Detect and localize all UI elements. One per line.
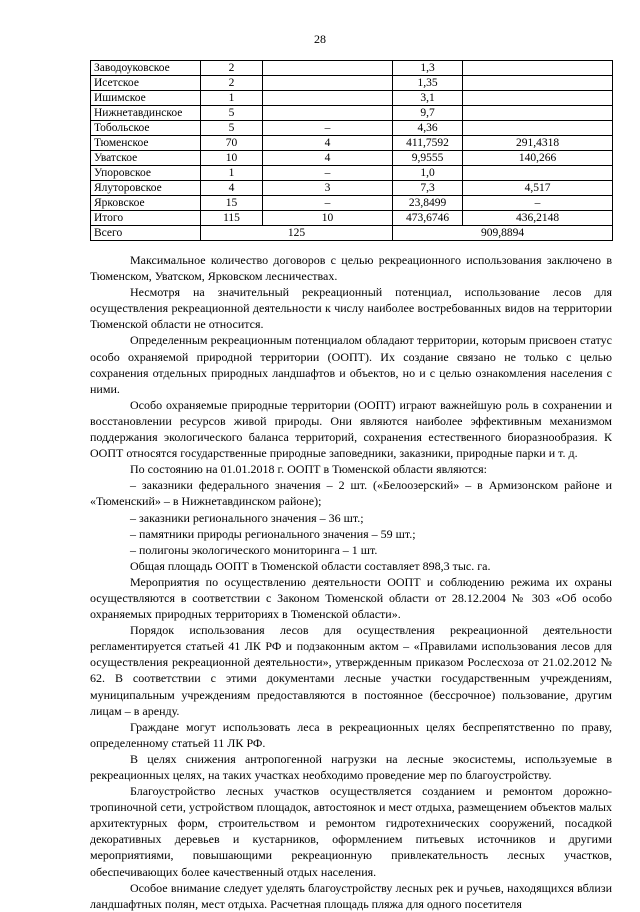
paragraph: По состоянию на 01.01.2018 г. ООПТ в Тюменской области являются: xyxy=(130,462,487,477)
contracts-count-2-cell xyxy=(263,91,393,106)
area-2-cell xyxy=(463,106,613,121)
district-cell: Нижнетавдинское xyxy=(91,106,201,121)
table-row xyxy=(91,181,613,196)
contracts-count-cell: 2 xyxy=(201,61,263,76)
recreation-table xyxy=(90,60,613,241)
paragraph: Порядок использования лесов для осуществления рекреационной деятельности регламентируется статьей 41 ЛК РФ и подзаконным актом – «Правилами использования лесов для осуществления рекреационной деятельности», утвержденным приказом Рослесхоза от 21.02.2012 № 62. В соответствии с этими документами лесные участки государственным учреждениям, муниципальным учреждениям предоставляются в постоянное (бессрочное) пользование, другим лицам – в аренду. xyxy=(90,623,612,718)
district-cell: Тобольское xyxy=(91,121,201,136)
area-cell: 1,0 xyxy=(393,166,463,181)
district-cell: Уватское xyxy=(91,151,201,166)
area-cell: 23,8499 xyxy=(393,196,463,211)
body-text xyxy=(90,252,612,912)
area-2-cell xyxy=(463,166,613,181)
area-2-cell: 291,4318 xyxy=(463,136,613,151)
contracts-count-cell: 2 xyxy=(201,76,263,91)
page-number: 28 xyxy=(314,32,326,46)
area-cell: 9,9555 xyxy=(393,151,463,166)
area-cell: 9,7 xyxy=(393,106,463,121)
district-cell: Ишимское xyxy=(91,91,201,106)
table-row xyxy=(91,61,613,76)
total-c4-cell: 473,6746 xyxy=(393,211,463,226)
paragraph: Общая площадь ООПТ в Тюменской области составляет 898,3 тыс. га. xyxy=(130,558,491,573)
paragraph: Особое внимание следует уделять благоустройству лесных рек и ручьев, находящихся вблизи ландшафтных полян, мест отдыха. Расчетная площадь пляжа для одного посетителя xyxy=(90,880,612,911)
contracts-count-cell: 15 xyxy=(201,196,263,211)
paragraph: Мероприятия по осуществлению деятельности ООПТ и соблюдению режима их охраны осуществляются в соответствии с Законом Тюменской области от 28.12.2004 № 303 «Об особо охраняемых природных территориях в Тюменской области». xyxy=(90,574,612,622)
paragraph: – полигоны экологического мониторинга – 1 шт. xyxy=(130,542,378,557)
contracts-count-cell: 4 xyxy=(201,181,263,196)
contracts-count-cell: 70 xyxy=(201,136,263,151)
table-row xyxy=(91,166,613,181)
area-2-cell: 4,517 xyxy=(463,181,613,196)
area-2-cell xyxy=(463,61,613,76)
district-cell: Упоровское xyxy=(91,166,201,181)
grand-area-cell: 909,8894 xyxy=(393,226,613,241)
contracts-count-2-cell: – xyxy=(263,166,393,181)
contracts-count-2-cell: 4 xyxy=(263,151,393,166)
table-row xyxy=(91,151,613,166)
total-c5-cell: 436,2148 xyxy=(463,211,613,226)
contracts-count-cell: 1 xyxy=(201,91,263,106)
area-cell: 3,1 xyxy=(393,91,463,106)
district-cell: Исетское xyxy=(91,76,201,91)
contracts-count-cell: 5 xyxy=(201,121,263,136)
total-label-cell: Итого xyxy=(91,211,201,226)
paragraph: Особо охраняемые природные территории (ООПТ) играют важнейшую роль в сохранении и восстановлении ресурсов живой природы. Они являются наиболее эффективным механизмом поддержания экологического баланса территорий, сохранения естественного биоразнообразия. К ООПТ относятся государственные природные заповедники, заказники, природные парки и т. д. xyxy=(90,397,612,461)
contracts-count-cell: 1 xyxy=(201,166,263,181)
paragraph: – заказники федерального значения – 2 шт. («Белоозерский» – в Армизонском районе и «Тюменский» – в Нижнетавдинском районе); xyxy=(90,478,612,509)
table-row xyxy=(91,121,613,136)
paragraph: Благоустройство лесных участков осуществляется созданием и ремонтом дорожно-тропиночной сети, устройством площадок, автостоянок и мест отдыха, размещением объектов малых архитектурных форм, строительством и ремонтом гидротехнических сооружений, посадкой декоративных деревьев и кустарников, оформлением питьевых источников и другими мероприятиями, повышающими рекреационную привлекательность лесных участков, обеспечивающих более качественный отдых населения. xyxy=(90,784,612,879)
area-cell: 7,3 xyxy=(393,181,463,196)
area-2-cell: – xyxy=(463,196,613,211)
area-cell: 411,7592 xyxy=(393,136,463,151)
paragraph: – заказники регионального значения – 36 шт.; xyxy=(130,510,364,525)
district-cell: Ялуторовское xyxy=(91,181,201,196)
contracts-count-2-cell xyxy=(263,106,393,121)
area-2-cell xyxy=(463,76,613,91)
table-row xyxy=(91,76,613,91)
area-cell: 1,35 xyxy=(393,76,463,91)
contracts-count-2-cell xyxy=(263,61,393,76)
table-row xyxy=(91,91,613,106)
area-cell: 4,36 xyxy=(393,121,463,136)
contracts-count-2-cell: 4 xyxy=(263,136,393,151)
paragraph: В целях снижения антропогенной нагрузки на лесные экосистемы, используемые в рекреационных целях, на таких участках необходимо проведение мер по благоустройству. xyxy=(90,751,612,782)
contracts-count-cell: 5 xyxy=(201,106,263,121)
area-2-cell xyxy=(463,121,613,136)
contracts-count-cell: 10 xyxy=(201,151,263,166)
contracts-count-2-cell: – xyxy=(263,196,393,211)
grand-label-cell: Всего xyxy=(91,226,201,241)
paragraph: – памятники природы регионального значения – 59 шт.; xyxy=(130,526,416,541)
district-cell: Ярковское xyxy=(91,196,201,211)
paragraph: Максимальное количество договоров с целью рекреационного использования заключено в Тюменском, Уватском, Ярковском лесничествах. xyxy=(90,253,612,284)
table-row xyxy=(91,136,613,151)
area-2-cell xyxy=(463,91,613,106)
table-row xyxy=(91,196,613,211)
area-cell: 1,3 xyxy=(393,61,463,76)
contracts-count-2-cell: – xyxy=(263,121,393,136)
paragraph: Несмотря на значительный рекреационный потенциал, использование лесов для осуществления рекреационной деятельности к числу наиболее востребованных видов на территории Тюменской области не относится. xyxy=(90,285,612,332)
table-total-row xyxy=(91,211,613,226)
grand-count-cell: 125 xyxy=(201,226,393,241)
district-cell: Заводоуковское xyxy=(91,61,201,76)
total-c3-cell: 10 xyxy=(263,211,393,226)
district-cell: Тюменское xyxy=(91,136,201,151)
contracts-count-2-cell xyxy=(263,76,393,91)
total-c2-cell: 115 xyxy=(201,211,263,226)
paragraph: Определенным рекреационным потенциалом обладают территории, которым присвоен статус особо охраняемой природной территории (ООПТ). Их создание связано не только с целью сохранения отдельных природных ландшафтов и объектов, но и с целью ознакомления населения с ними. xyxy=(90,333,612,396)
paragraph: Граждане могут использовать леса в рекреационных целях беспрепятственно по праву, определенному статьей 11 ЛК РФ. xyxy=(90,719,612,750)
area-2-cell: 140,266 xyxy=(463,151,613,166)
contracts-count-2-cell: 3 xyxy=(263,181,393,196)
table-grand-row xyxy=(91,226,613,241)
table-row xyxy=(91,106,613,121)
